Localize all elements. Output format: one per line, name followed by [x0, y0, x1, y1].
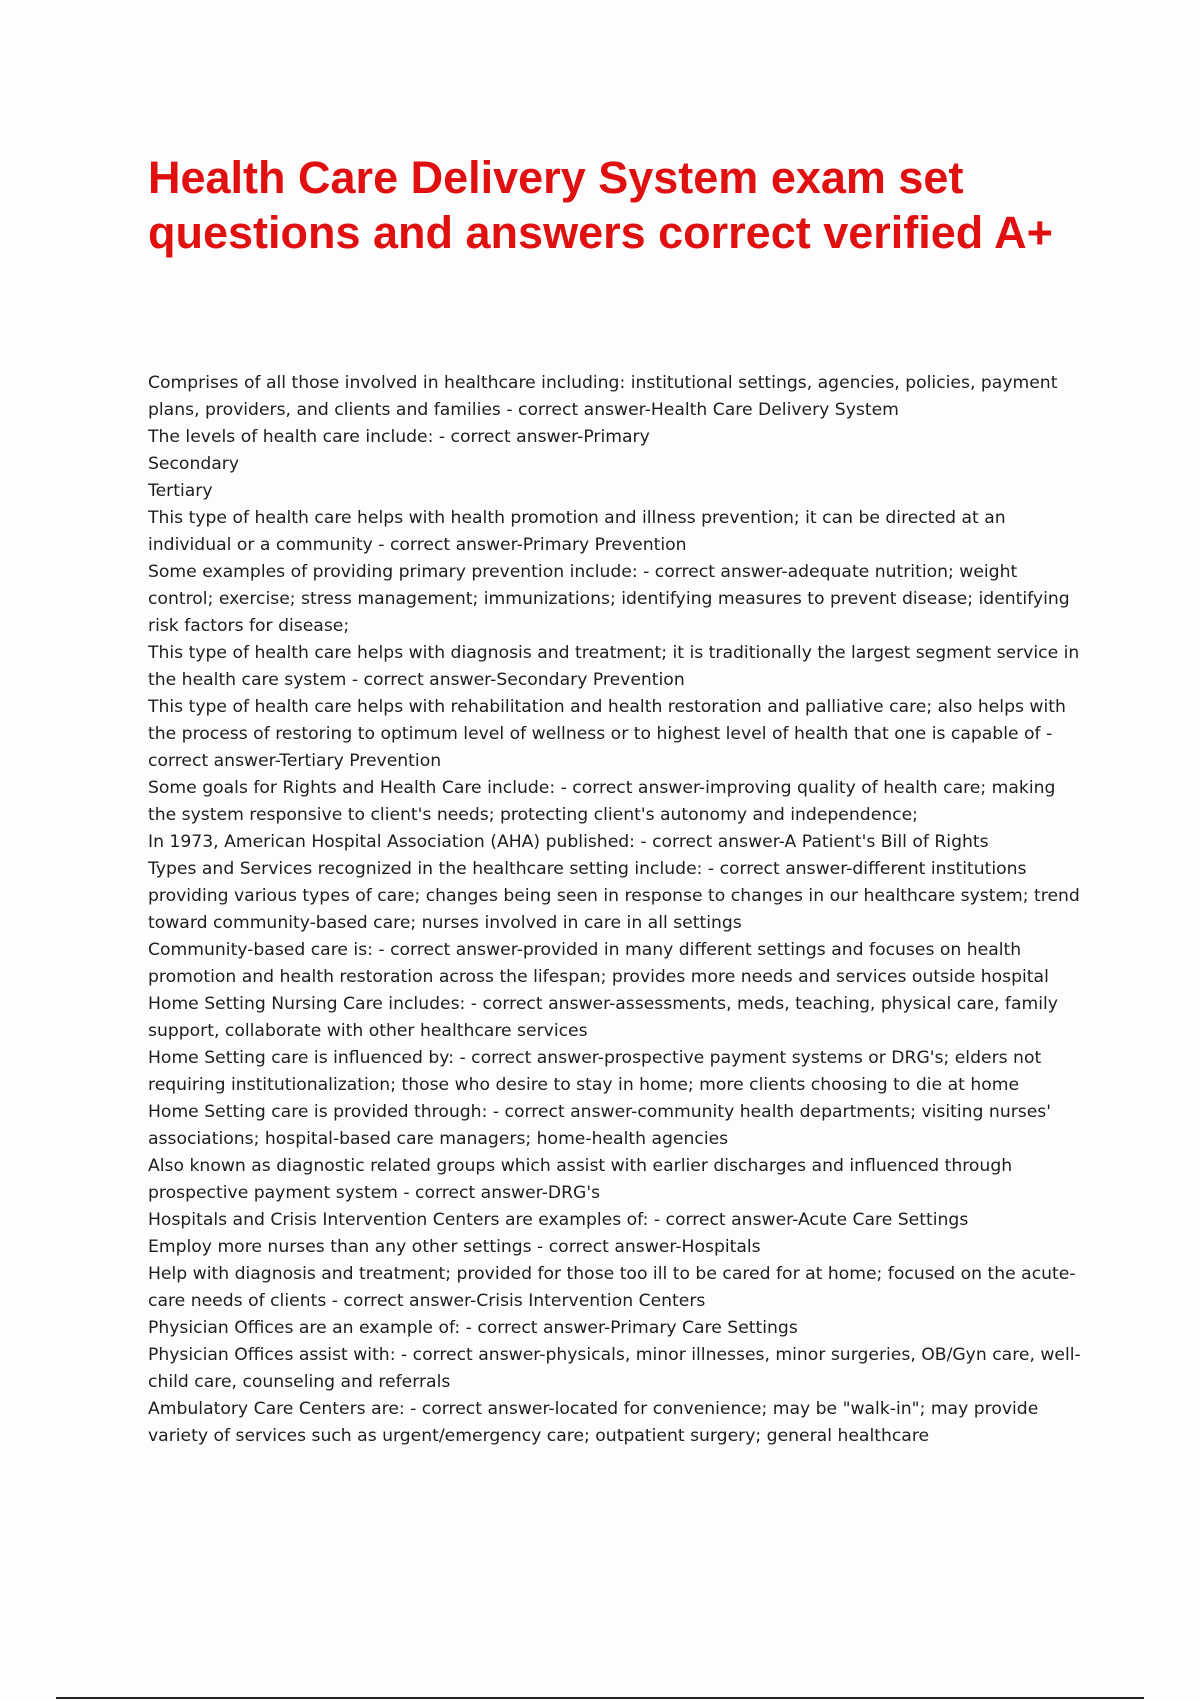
qa-line: Physician Offices are an example of: - correct answer-Primary Care Settings — [148, 1318, 798, 1338]
qa-line: In 1973, American Hospital Association (AHA) published: - correct answer-A Patient's Bill of Rights — [148, 832, 989, 852]
qa-line: Home Setting care is influenced by: - correct answer-prospective payment systems or DRG's; elders not requiring institutionalization; those who desire to stay in home; more clients choosing to die at home — [148, 1048, 1042, 1095]
footer-divider — [56, 1697, 1144, 1699]
qa-line: Comprises of all those involved in healthcare including: institutional settings, agencies, policies, payment plans, providers, and clients and families - correct answer-Health Care Delivery System — [148, 373, 1058, 420]
qa-line: This type of health care helps with rehabilitation and health restoration and palliative care; also helps with the process of restoring to optimum level of wellness or to highest level of health that one is capable of - correct answer-Tertiary Prevention — [148, 697, 1066, 771]
qa-line: Physician Offices assist with: - correct answer-physicals, minor illnesses, minor surgeries, OB/Gyn care, well-child care, counseling and referrals — [148, 1345, 1081, 1392]
qa-line: Types and Services recognized in the healthcare setting include: - correct answer-different institutions providing various types of care; changes being seen in response to changes in our healthcare system; trend toward community-based care; nurses involved in care in all settings — [148, 859, 1080, 933]
qa-line: Also known as diagnostic related groups which assist with earlier discharges and influenced through prospective payment system - correct answer-DRG's — [148, 1156, 1013, 1203]
qa-line: Hospitals and Crisis Intervention Centers are examples of: - correct answer-Acute Care Settings — [148, 1210, 969, 1230]
qa-line: Home Setting care is provided through: - correct answer-community health departments; visiting nurses' associations; hospital-based care managers; home-health agencies — [148, 1102, 1051, 1149]
qa-line: Employ more nurses than any other settings - correct answer-Hospitals — [148, 1237, 761, 1257]
qa-line: Ambulatory Care Centers are: - correct answer-located for convenience; may be "walk-in"; may provide variety of services such as urgent/emergency care; outpatient surgery; general healthcare — [148, 1399, 1039, 1446]
qa-line: This type of health care helps with health promotion and illness prevention; it can be directed at an individual or a community - correct answer-Primary Prevention — [148, 508, 1006, 555]
qa-line: Community-based care is: - correct answer-provided in many different settings and focuses on health promotion and health restoration across the lifespan; provides more needs and services outside hospital — [148, 940, 1049, 987]
qa-line: Help with diagnosis and treatment; provided for those too ill to be cared for at home; focused on the acute-care needs of clients - correct answer-Crisis Intervention Centers — [148, 1264, 1076, 1311]
qa-line: The levels of health care include: - correct answer-Primary — [148, 427, 650, 447]
qa-line: Some goals for Rights and Health Care include: - correct answer-improving quality of health care; making the system responsive to client's needs; protecting client's autonomy and independence; — [148, 778, 1056, 825]
qa-line: Home Setting Nursing Care includes: - correct answer-assessments, meds, teaching, physical care, family support, collaborate with other healthcare services — [148, 994, 1058, 1041]
document-body — [148, 370, 1088, 1450]
qa-line: Tertiary — [148, 481, 213, 501]
qa-line: This type of health care helps with diagnosis and treatment; it is traditionally the largest segment service in the health care system - correct answer-Secondary Prevention — [148, 643, 1080, 690]
qa-line: Some examples of providing primary prevention include: - correct answer-adequate nutrition; weight control; exercise; stress management; immunizations; identifying measures to prevent disease; identifying risk factors for disease; — [148, 562, 1070, 636]
document-title: Health Care Delivery System exam set questions and answers correct verified A+ — [148, 152, 1053, 258]
qa-line: Secondary — [148, 454, 240, 474]
